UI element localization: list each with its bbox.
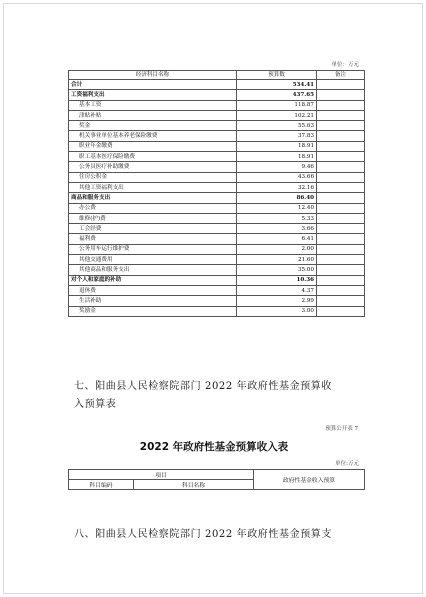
table-row — [69, 275, 365, 285]
row-remark — [317, 203, 365, 213]
row-remark — [317, 172, 365, 182]
row-account-name: 奖金 — [69, 121, 237, 131]
row-account-name: 奖励金 — [69, 306, 237, 316]
table-row — [69, 234, 365, 244]
table-row — [69, 182, 365, 192]
section7-heading — [74, 378, 374, 414]
document-page — [3, 3, 423, 594]
row-account-name: 公务员医疗补助缴费 — [69, 162, 237, 172]
row-budget-amount: 437.65 — [237, 90, 317, 100]
table-row — [69, 203, 365, 213]
table-row — [69, 255, 365, 265]
row-account-name: 其他商品和服务支出 — [69, 265, 237, 275]
row-remark — [317, 100, 365, 110]
row-remark — [317, 255, 365, 265]
table-row — [69, 224, 365, 234]
row-remark — [317, 162, 365, 172]
row-budget-amount: 35.00 — [237, 265, 317, 275]
table-row — [69, 162, 365, 172]
unit-label: 单位：万元 — [331, 62, 359, 68]
row-account-name: 职工基本医疗保险缴费 — [69, 152, 237, 162]
row-account-name: 公务用车运行维护费 — [69, 244, 237, 254]
row-remark — [317, 306, 365, 316]
table-row — [69, 80, 365, 90]
row-remark — [317, 152, 365, 162]
row-budget-amount: 102.21 — [237, 110, 317, 120]
row-account-name: 职业年金缴费 — [69, 141, 237, 151]
section8-heading: 八、阳曲县人民检察院部门 2022 年政府性基金预算支 — [74, 529, 333, 540]
row-remark — [317, 182, 365, 192]
row-remark — [317, 234, 365, 244]
row-budget-amount: 5.33 — [237, 213, 317, 223]
table-row — [69, 296, 365, 306]
section7-heading-line2: 入预算表 — [74, 399, 117, 410]
row-remark — [317, 213, 365, 223]
row-account-name: 对个人和家庭的补助 — [69, 275, 237, 285]
row-account-name: 津贴补贴 — [69, 110, 237, 120]
fund-unit-label: 单位:万元 — [335, 461, 359, 467]
table-header-row — [69, 71, 365, 80]
row-budget-amount: 534.41 — [237, 80, 317, 90]
row-remark — [317, 224, 365, 234]
table-row — [69, 131, 365, 141]
row-account-name: 工会经费 — [69, 224, 237, 234]
row-budget-amount: 86.40 — [237, 193, 317, 203]
table-row — [69, 110, 365, 120]
row-remark — [317, 131, 365, 141]
table-row — [69, 152, 365, 162]
table-row — [69, 265, 365, 275]
row-budget-amount: 12.40 — [237, 203, 317, 213]
row-account-name: 退休费 — [69, 285, 237, 295]
row-budget-amount: 3.66 — [237, 224, 317, 234]
row-remark — [317, 110, 365, 120]
table-row — [69, 121, 365, 131]
header-fund-revenue: 政府性基金收入预算 — [254, 470, 365, 490]
table-row — [69, 244, 365, 254]
row-account-name: 工资福利支出 — [69, 90, 237, 100]
row-account-name: 合计 — [69, 80, 237, 90]
header-account-name: 经济科目名称 — [69, 71, 237, 80]
expenditure-budget-table — [68, 70, 365, 317]
table-body — [69, 80, 365, 317]
table-row — [69, 141, 365, 151]
row-remark — [317, 285, 365, 295]
fund-table-title: 2022 年政府性基金预算收入表 — [139, 441, 289, 453]
row-budget-amount: 9.46 — [237, 162, 317, 172]
row-remark — [317, 275, 365, 285]
row-account-name: 办公费 — [69, 203, 237, 213]
header-budget-amount: 预算数 — [237, 71, 317, 80]
table-row — [69, 90, 365, 100]
row-budget-amount: 2.00 — [237, 244, 317, 254]
header-account-name: 科目名称 — [134, 480, 254, 490]
fund-revenue-table — [68, 469, 365, 490]
row-remark — [317, 265, 365, 275]
row-remark — [317, 193, 365, 203]
row-remark — [317, 80, 365, 90]
row-budget-amount: 37.83 — [237, 131, 317, 141]
table-row — [69, 172, 365, 182]
row-budget-amount: 18.91 — [237, 141, 317, 151]
table-row — [69, 100, 365, 110]
row-budget-amount: 2.99 — [237, 296, 317, 306]
section7-heading-line1: 七、阳曲县人民检察院部门 2022 年政府性基金预算收 — [74, 381, 333, 392]
row-account-name: 机关事业单位基本养老保险缴费 — [69, 131, 237, 141]
header-remark: 备注 — [317, 71, 365, 80]
header-account-code: 科目编码 — [69, 480, 134, 490]
row-account-name: 其他交通费用 — [69, 255, 237, 265]
row-budget-amount: 118.87 — [237, 100, 317, 110]
fund-header-row-1 — [69, 470, 365, 480]
row-budget-amount: 4.37 — [237, 285, 317, 295]
row-account-name: 商品和服务支出 — [69, 193, 237, 203]
row-budget-amount: 10.36 — [237, 275, 317, 285]
row-remark — [317, 244, 365, 254]
row-account-name: 生活补助 — [69, 296, 237, 306]
row-account-name: 维修(护)费 — [69, 213, 237, 223]
row-remark — [317, 121, 365, 131]
table-row — [69, 306, 365, 316]
row-budget-amount: 3.00 — [237, 306, 317, 316]
row-account-name: 其他工资福利支出 — [69, 182, 237, 192]
row-budget-amount: 21.60 — [237, 255, 317, 265]
table-number: 预算公开表 7 — [325, 426, 358, 432]
row-remark — [317, 141, 365, 151]
header-project: 项目 — [69, 470, 254, 480]
table-row — [69, 193, 365, 203]
row-remark — [317, 90, 365, 100]
table-row — [69, 213, 365, 223]
table-row — [69, 285, 365, 295]
row-budget-amount: 55.63 — [237, 121, 317, 131]
row-account-name: 福利费 — [69, 234, 237, 244]
row-budget-amount: 18.91 — [237, 152, 317, 162]
row-budget-amount: 6.41 — [237, 234, 317, 244]
row-budget-amount: 32.16 — [237, 182, 317, 192]
row-account-name: 基本工资 — [69, 100, 237, 110]
row-account-name: 住房公积金 — [69, 172, 237, 182]
row-remark — [317, 296, 365, 306]
row-budget-amount: 43.66 — [237, 172, 317, 182]
